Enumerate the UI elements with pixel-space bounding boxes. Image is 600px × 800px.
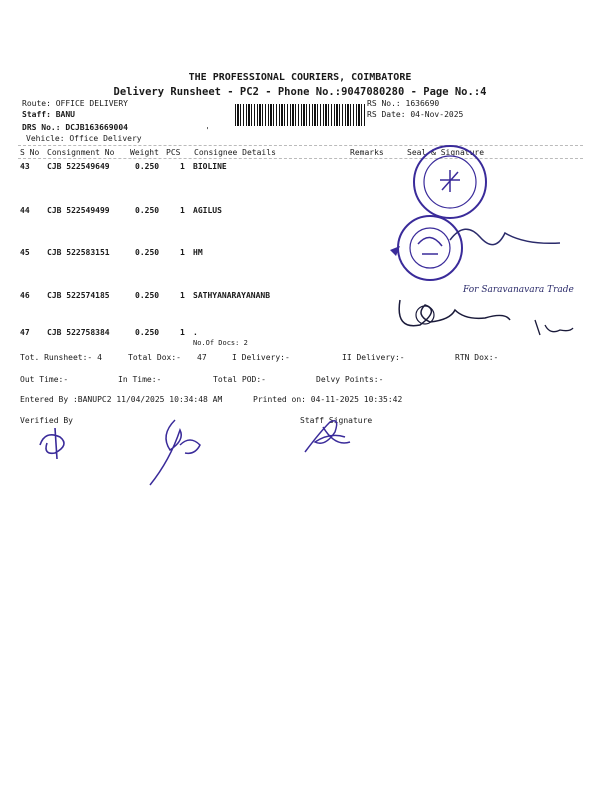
row-consignment: CJB 522758384 <box>47 328 110 337</box>
row-consignment: CJB 522549499 <box>47 206 110 215</box>
row-sno: 45 <box>20 248 30 257</box>
signature-scribble <box>395 290 575 345</box>
col-seal: Seal & Signature <box>407 148 485 157</box>
row-weight: 0.250 <box>135 291 160 300</box>
col-consignment: Consignment No <box>47 148 115 157</box>
runsheet-title: Delivery Runsheet - PC2 - Phone No.:9047080280 - Page No.:4 <box>113 86 487 98</box>
vehicle-label: Vehicle: Office Delivery <box>26 134 142 143</box>
rtn-dox: RTN Dox:- <box>455 353 499 362</box>
row-pcs: 1 <box>180 162 185 171</box>
i-delivery: I Delivery:- <box>232 353 290 362</box>
row-sno: 44 <box>20 206 30 215</box>
row-pcs: 1 <box>180 291 185 300</box>
row-consignee: AGILUS <box>193 206 222 215</box>
row-weight: 0.250 <box>135 248 160 257</box>
printed-on: Printed on: 04-11-2025 10:35:42 <box>253 395 403 404</box>
row-consignee: . <box>193 328 198 337</box>
col-consignee: Consignee Details <box>194 148 276 157</box>
row-pcs: 1 <box>180 206 185 215</box>
route-label: Route: OFFICE DELIVERY <box>22 99 128 108</box>
row-weight: 0.250 <box>135 328 160 337</box>
rs-date: RS Date: 04-Nov-2025 <box>367 110 464 119</box>
col-remarks: Remarks <box>350 148 384 157</box>
row-pcs: 1 <box>180 328 185 337</box>
company-title: THE PROFESSIONAL COURIERS, COIMBATORE <box>188 72 412 83</box>
header-divider-top <box>18 145 583 146</box>
shop-stamp-text: For Saravanavara Trade <box>463 285 574 295</box>
row-consignment: CJB 522549649 <box>47 162 110 171</box>
no-of-docs: No.Of Docs: 2 <box>193 339 248 347</box>
row-sno: 47 <box>20 328 30 337</box>
header-divider-bottom <box>18 158 583 159</box>
row-sno: 46 <box>20 291 30 300</box>
entered-by: Entered By :BANUPC2 11/04/2025 10:34:48 AM <box>20 395 223 404</box>
row-weight: 0.250 <box>135 162 160 171</box>
handwritten-signature <box>140 415 210 490</box>
barcode <box>235 104 365 126</box>
col-sno: S No <box>20 148 40 157</box>
drs-number: DRS No.: DCJB163669004 <box>22 123 128 132</box>
row-consignee: SATHYANARAYANANB <box>193 291 271 300</box>
in-time: In Time:- <box>118 375 162 384</box>
out-time: Out Time:- <box>20 375 69 384</box>
row-consignment: CJB 522583151 <box>47 248 110 257</box>
total-pod: Total POD:- <box>213 375 266 384</box>
signature-scribble <box>445 215 565 255</box>
row-sno: 43 <box>20 162 30 171</box>
staff-label: Staff: BANU <box>22 110 75 119</box>
verified-signature <box>35 425 80 460</box>
stray-mark: ' <box>205 126 210 135</box>
rs-number: RS No.: 1636690 <box>367 99 440 108</box>
row-weight: 0.250 <box>135 206 160 215</box>
row-consignee: HM <box>193 248 203 257</box>
staff-signature-label: Staff Signature <box>300 416 373 425</box>
col-pcs: PCS <box>166 148 181 157</box>
verified-by-label: Verified By <box>20 416 73 425</box>
total-dox-value: 47 <box>197 353 207 362</box>
staff-signature <box>295 412 355 457</box>
tot-runsheet: Tot. Runsheet:- 4 <box>20 353 102 362</box>
row-consignee: BIOLINE <box>193 162 227 171</box>
delvy-points: Delvy Points:- <box>316 375 384 384</box>
row-pcs: 1 <box>180 248 185 257</box>
total-dox-label: Total Dox:- <box>128 353 181 362</box>
row-consignment: CJB 522574185 <box>47 291 110 300</box>
ii-delivery: II Delivery:- <box>342 353 405 362</box>
col-weight: Weight <box>130 148 159 157</box>
